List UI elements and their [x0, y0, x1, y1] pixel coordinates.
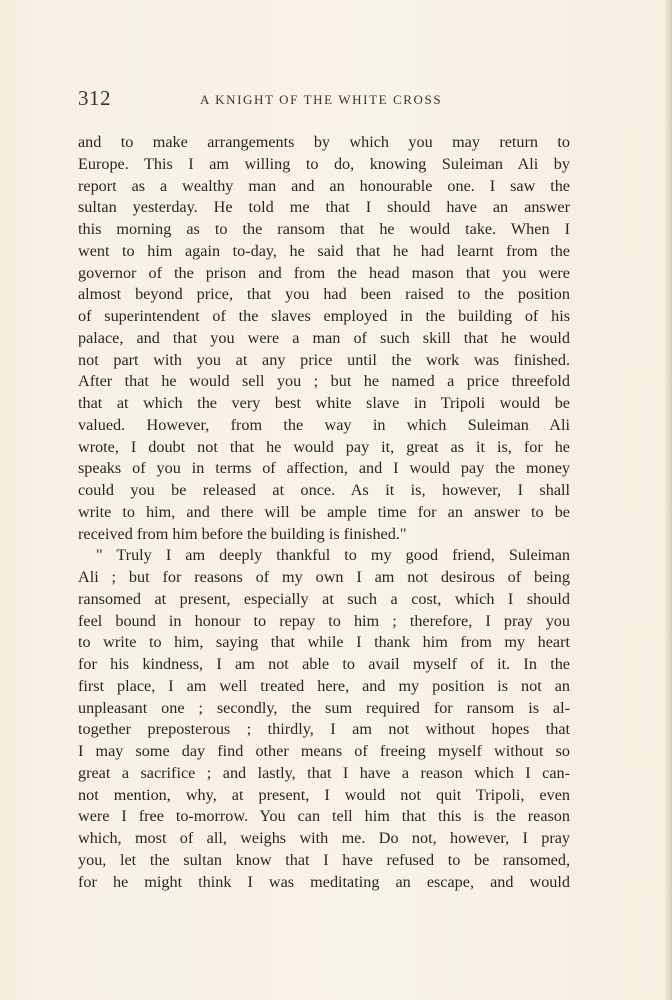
text-line: Europe. This I am willing to do, knowing Suleiman Ali by: [78, 154, 570, 173]
text-line: palace, and that you were a man of such skill that he would: [78, 328, 570, 347]
running-title: A KNIGHT OF THE WHITE CROSS: [200, 92, 443, 107]
text-line: governor of the prison and from the head mason that you were: [78, 263, 570, 282]
text-line: for his kindness, I am not able to avail myself of it. In the: [78, 655, 570, 673]
text-line: together preposterous ; thirdly, I am not without hopes that: [78, 720, 570, 739]
text-line: for he might think I was meditating an escape, and would: [78, 872, 570, 891]
page-edge-shadow: [664, 0, 672, 1000]
text-line: report as a wealthy man and an honourable one. I saw the: [78, 176, 570, 195]
text-line: speaks of you in terms of affection, and I would pay the money: [78, 459, 570, 478]
text-line: not part with you at any price until the work was finished.: [78, 350, 570, 369]
text-line: great a sacrifice ; and lastly, that I have a reason which I can-: [78, 763, 570, 782]
text-line: you, let the sultan know that I have refused to be ransomed,: [78, 850, 570, 869]
text-line: I may some day find other means of freeing myself without so: [78, 742, 570, 760]
text-line: went to him again to-day, he said that he had learnt from the: [78, 241, 570, 260]
text-line: of superintendent of the slaves employed in the building of his: [78, 307, 570, 325]
text-line: not mention, why, at present, I would not quit Tripoli, even: [78, 785, 570, 804]
text-line: unpleasant one ; secondly, the sum required for ransom is al-: [78, 698, 570, 717]
text-line: Ali ; but for reasons of my own I am not desirous of being: [78, 568, 570, 586]
text-line: which, most of all, weighs with me. Do not, however, I pray: [78, 829, 570, 847]
text-line: write to him, and there will be ample time for an answer to be: [78, 502, 570, 521]
text-line: to write to him, saying that while I thank him from my heart: [78, 633, 570, 652]
text-line: first place, I am well treated here, and my position is not an: [78, 676, 570, 695]
text-line: valued. However, from the way in which Suleiman Ali: [78, 415, 570, 434]
page-number: 312: [78, 86, 111, 110]
text-line: this morning as to the ransom that he would take. When I: [78, 220, 570, 238]
text-line: ransomed at present, especially at such a cost, which I should: [78, 589, 570, 608]
text-line: feel bound in honour to repay to him ; therefore, I pray you: [78, 611, 570, 630]
body-text: [78, 132, 570, 893]
text-line: were I free to-morrow. You can tell him that this is the reason: [78, 807, 570, 826]
text-line: wrote, I doubt not that he would pay it, great as it is, for he: [78, 437, 570, 456]
text-line: After that he would sell you ; but he named a price threefold: [78, 372, 570, 391]
text-line: received from him before the building is finished.": [78, 524, 407, 543]
text-line: " Truly I am deeply thankful to my good friend, Suleiman: [96, 546, 570, 565]
page-header: [78, 86, 570, 116]
text-line: almost beyond price, that you had been raised to the position: [78, 285, 570, 304]
text-line: and to make arrangements by which you may return to: [78, 133, 570, 151]
text-line: sultan yesterday. He told me that I should have an answer: [78, 198, 570, 217]
text-line: that at which the very best white slave in Tripoli would be: [78, 394, 570, 412]
text-line: could you be released at once. As it is, however, I shall: [78, 481, 570, 499]
